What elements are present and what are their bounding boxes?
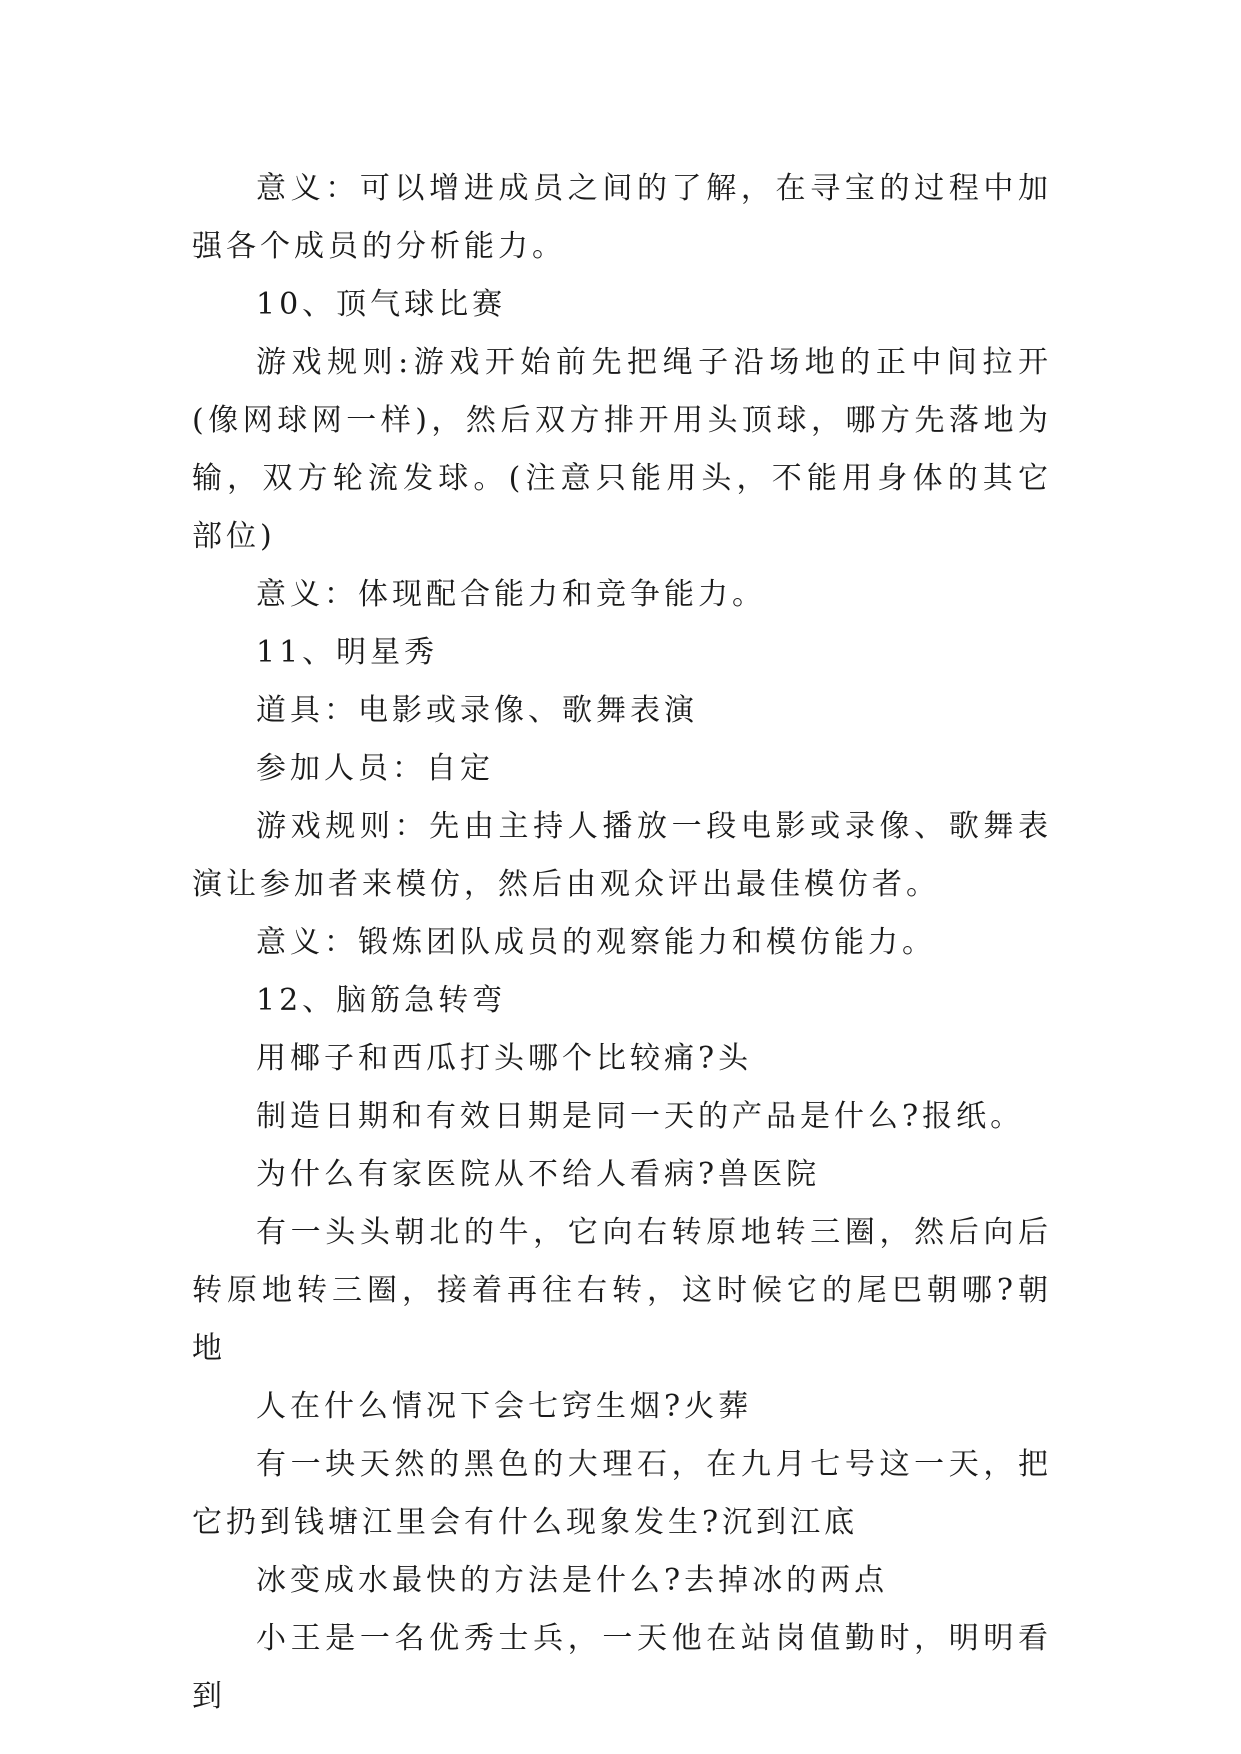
paragraph-star-rules: 游戏规则：先由主持人播放一段电影或录像、歌舞表演让参加者来模仿，然后由观众评出最佳模仿者。 — [192, 809, 1052, 902]
heading-star-show: 11、明星秀 — [256, 635, 439, 670]
heading-balloon-game: 10、顶气球比赛 — [256, 287, 507, 322]
riddle-newspaper: 制造日期和有效日期是同一天的产品是什么?报纸。 — [256, 1099, 1025, 1134]
riddle-cow: 有一头头朝北的牛，它向右转原地转三圈，然后向后转原地转三圈，接着再往右转，这时候它的尾巴朝哪?朝地 — [192, 1215, 1052, 1366]
riddle-marble: 有一块天然的黑色的大理石，在九月七号这一天，把它扔到钱塘江里会有什么现象发生?沉到江底 — [192, 1447, 1052, 1540]
paragraph-meaning-treasure: 意义：可以增进成员之间的了解，在寻宝的过程中加强各个成员的分析能力。 — [192, 171, 1052, 264]
paragraph-star-props: 道具：电影或录像、歌舞表演 — [256, 693, 698, 728]
paragraph-star-meaning: 意义：锻炼团队成员的观察能力和模仿能力。 — [256, 925, 936, 960]
riddle-smoke: 人在什么情况下会七窍生烟?火葬 — [256, 1389, 753, 1424]
paragraph-balloon-meaning: 意义：体现配合能力和竞争能力。 — [256, 577, 766, 612]
paragraph-balloon-rules: 游戏规则:游戏开始前先把绳子沿场地的正中间拉开(像网球网一样)，然后双方排开用头顶球，哪方先落地为输，双方轮流发球。(注意只能用头，不能用身体的其它部位) — [192, 345, 1052, 554]
riddle-hospital: 为什么有家医院从不给人看病?兽医院 — [256, 1157, 821, 1192]
riddle-soldier: 小王是一名优秀士兵，一天他在站岗值勤时，明明看到 — [192, 1621, 1052, 1714]
document-body — [192, 160, 1052, 1726]
heading-brain-teasers: 12、脑筋急转弯 — [256, 983, 507, 1018]
paragraph-star-participants: 参加人员：自定 — [256, 751, 494, 786]
riddle-coconut: 用椰子和西瓜打头哪个比较痛?头 — [256, 1041, 753, 1076]
riddle-ice: 冰变成水最快的方法是什么?去掉冰的两点 — [256, 1563, 889, 1598]
